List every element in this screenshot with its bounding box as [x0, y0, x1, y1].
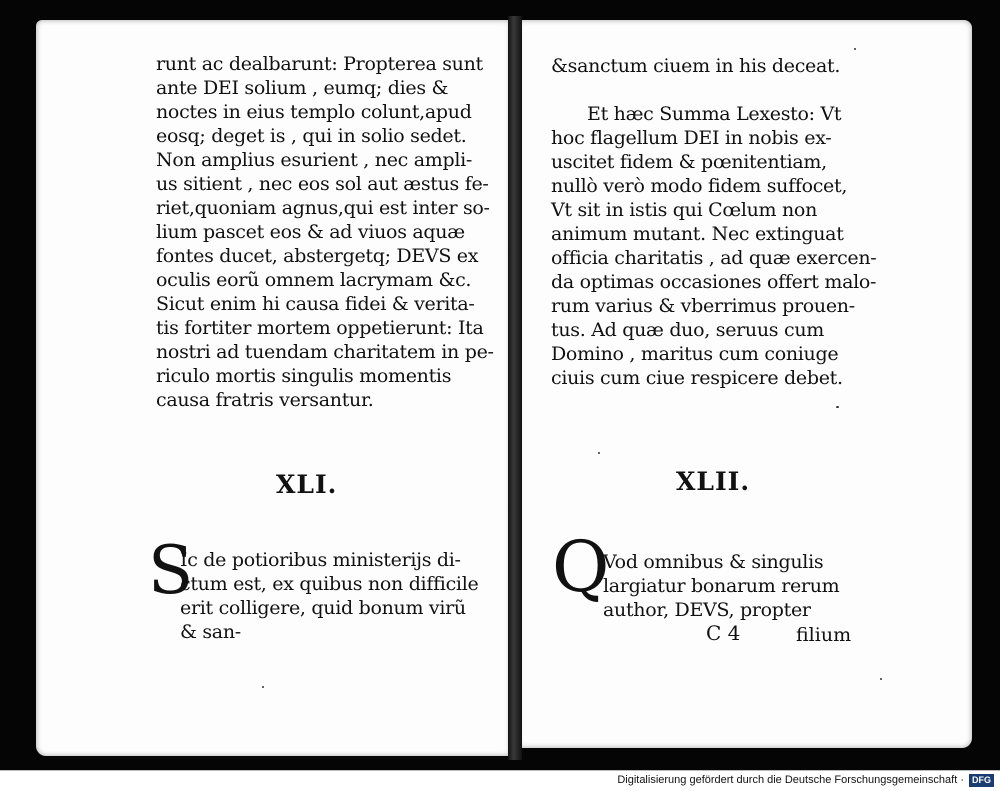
signature-mark: C 4: [706, 621, 741, 645]
paper-speck: [262, 686, 264, 688]
paper-speck: [598, 452, 600, 454]
text-line: fontes ducet, abstergetq; DEVS ex: [156, 245, 479, 267]
book-gutter: [508, 16, 522, 760]
text-line: eosq; deget is , qui in solio sedet.: [156, 125, 467, 147]
dropcap-initial: S: [148, 532, 194, 609]
paper-speck: [854, 48, 856, 50]
text-line: riet,quoniam agnus,qui est inter so-: [156, 197, 490, 219]
text-line: riculo mortis singulis momentis: [156, 365, 452, 387]
text-line: Sicut enim hi causa fidei & verita-: [156, 293, 475, 315]
text-line: tis fortiter mortem oppetierunt: Ita: [156, 317, 484, 339]
text-line: Et hæc Summa Lexesto: Vt: [587, 103, 842, 125]
catchword: filium: [796, 624, 852, 646]
section-text-xlii: [603, 550, 865, 622]
right-body-text: [551, 54, 877, 390]
text-line: noctes in eius templo colunt,apud: [156, 101, 472, 123]
text-line: & san-: [180, 621, 241, 643]
paper-speck: [880, 678, 882, 680]
text-line: Non amplius esurient , nec ampli-: [156, 149, 472, 171]
paper-speck: [836, 406, 839, 408]
text-line: &sanctum ciuem in his deceat.: [551, 55, 841, 77]
left-body-text: [156, 52, 494, 412]
text-line: tus. Ad quæ duo, seruus cum: [551, 319, 824, 341]
text-line: causa fratris versantur.: [156, 389, 374, 411]
section-heading-xli: XLI.: [276, 470, 338, 499]
text-line: ante DEI solium , eumq; dies &: [156, 77, 449, 99]
text-line: [551, 78, 864, 102]
text-line: us sitient , nec eos sol aut æstus fe-: [156, 173, 489, 195]
text-line: nullò verò modo fidem suffocet,: [551, 175, 848, 197]
text-line: officia charitatis , ad quæ exercen-: [551, 247, 877, 269]
text-line: animum mutant. Nec extinguat: [551, 223, 844, 245]
text-line: uscitet fidem & pœnitentiam,: [551, 151, 827, 173]
text-line: largiatur bonarum rerum: [603, 575, 840, 597]
text-line: Vt sit in istis qui Cœlum non: [551, 199, 818, 221]
text-line: Ic de potioribus ministerijs di-: [180, 549, 461, 571]
dropcap-initial: Q: [552, 526, 610, 608]
text-line: rum varius & vberrimus prouen-: [551, 295, 855, 317]
dfg-logo: DFG: [969, 774, 994, 787]
section-text-xli: [180, 548, 479, 644]
section-heading-xlii: XLII.: [676, 467, 751, 496]
text-line: runt ac dealbarunt: Propterea sunt: [156, 53, 483, 75]
text-line: oculis eorũ omnem lacrymam &c.: [156, 269, 472, 291]
text-line: hoc flagellum DEI in nobis ex-: [551, 127, 832, 149]
funding-credit: Digitalisierung gefördert durch die Deutsche Forschungsgemeinschaft ·: [617, 774, 964, 786]
text-line: nostri ad tuendam charitatem in pe-: [156, 341, 494, 363]
text-line: author, DEVS, propter: [603, 599, 811, 621]
text-line: lium pascet eos & ad viuos aquæ: [156, 221, 465, 243]
text-line: erit colligere, quid bonum virũ: [180, 597, 466, 619]
text-line: da optimas occasiones offert malo-: [551, 271, 877, 293]
text-line: ctum est, ex quibus non difficile: [180, 573, 479, 595]
text-line: Vod omnibus & singulis: [603, 551, 824, 573]
footer-bar: [0, 770, 1000, 791]
text-line: Domino , maritus cum coniuge: [551, 343, 839, 365]
text-line: ciuis cum ciue respicere debet.: [551, 367, 843, 389]
